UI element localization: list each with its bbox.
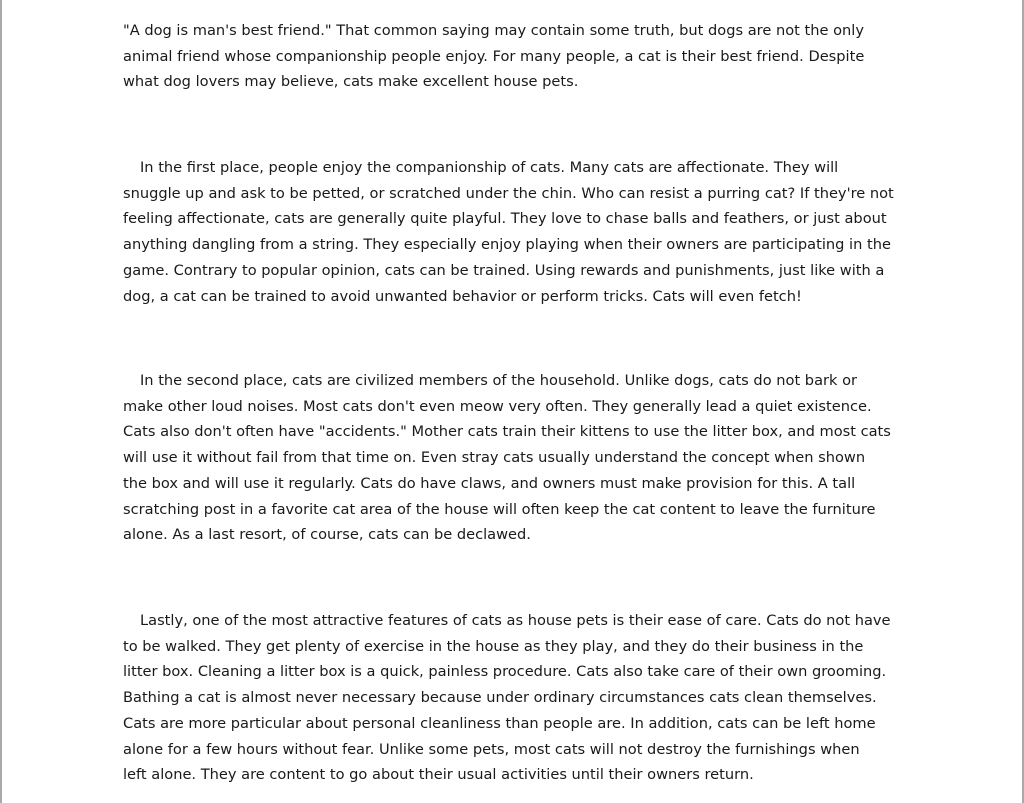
text-line: In the first place, people enjoy the companionship of cats. Many cats are affectionate. They will: [140, 159, 839, 176]
text-line: In the second place, cats are civilized members of the household. Unlike dogs, cats do not bark or: [140, 372, 858, 389]
text-line: animal friend whose companionship people enjoy. For many people, a cat is their best friend. Despite: [123, 47, 865, 65]
text-line: what dog lovers may believe, cats make excellent house pets.: [123, 73, 579, 91]
text-line: alone. As a last resort, of course, cats can be declawed.: [123, 526, 531, 544]
paragraph-ease-of-care: [123, 608, 913, 788]
paragraph-companionship: [123, 155, 913, 309]
text-line: litter box. Cleaning a litter box is a quick, painless procedure. Cats also take care of their own grooming.: [123, 663, 887, 681]
text-line: scratching post in a favorite cat area of the house will often keep the cat content to leave the furniture: [123, 500, 876, 518]
text-line: make other loud noises. Most cats don't even meow very often. They generally lead a quiet existence.: [123, 397, 872, 415]
text-line: will use it without fail from that time on. Even stray cats usually understand the concept when shown: [123, 449, 866, 467]
text-line: to be walked. They get plenty of exercise in the house as they play, and they do their business in the: [123, 637, 864, 655]
paragraph-civilized: [123, 368, 913, 548]
page-left-edge: [0, 0, 2, 803]
text-line: Cats are more particular about personal cleanliness than people are. In addition, cats can be left home: [123, 714, 876, 732]
text-line: snuggle up and ask to be petted, or scratched under the chin. Who can resist a purring cat? If they're not: [123, 184, 894, 202]
text-line: Lastly, one of the most attractive features of cats as house pets is their ease of care. Cats do not have: [140, 612, 891, 629]
text-line: dog, a cat can be trained to avoid unwanted behavior or perform tricks. Cats will even fetch!: [123, 287, 802, 305]
text-line: feeling affectionate, cats are generally quite playful. They love to chase balls and feathers, or just about: [123, 210, 887, 228]
text-line: the box and will use it regularly. Cats do have claws, and owners must make provision for this. A tall: [123, 474, 856, 492]
text-line: alone for a few hours without fear. Unlike some pets, most cats will not destroy the furnishings when: [123, 740, 860, 758]
text-line: left alone. They are content to go about their usual activities until their owners return.: [123, 766, 754, 784]
text-line: Cats also don't often have "accidents." Mother cats train their kittens to use the litter box, and most cats: [123, 423, 891, 441]
text-line: Bathing a cat is almost never necessary because under ordinary circumstances cats clean themselves.: [123, 689, 877, 707]
text-line: anything dangling from a string. They especially enjoy playing when their owners are participating in the: [123, 236, 891, 254]
text-line: "A dog is man's best friend." That common saying may contain some truth, but dogs are not the only: [123, 22, 864, 39]
paragraph-intro: [123, 18, 913, 95]
text-line: game. Contrary to popular opinion, cats can be trained. Using rewards and punishments, just like with a: [123, 261, 885, 279]
